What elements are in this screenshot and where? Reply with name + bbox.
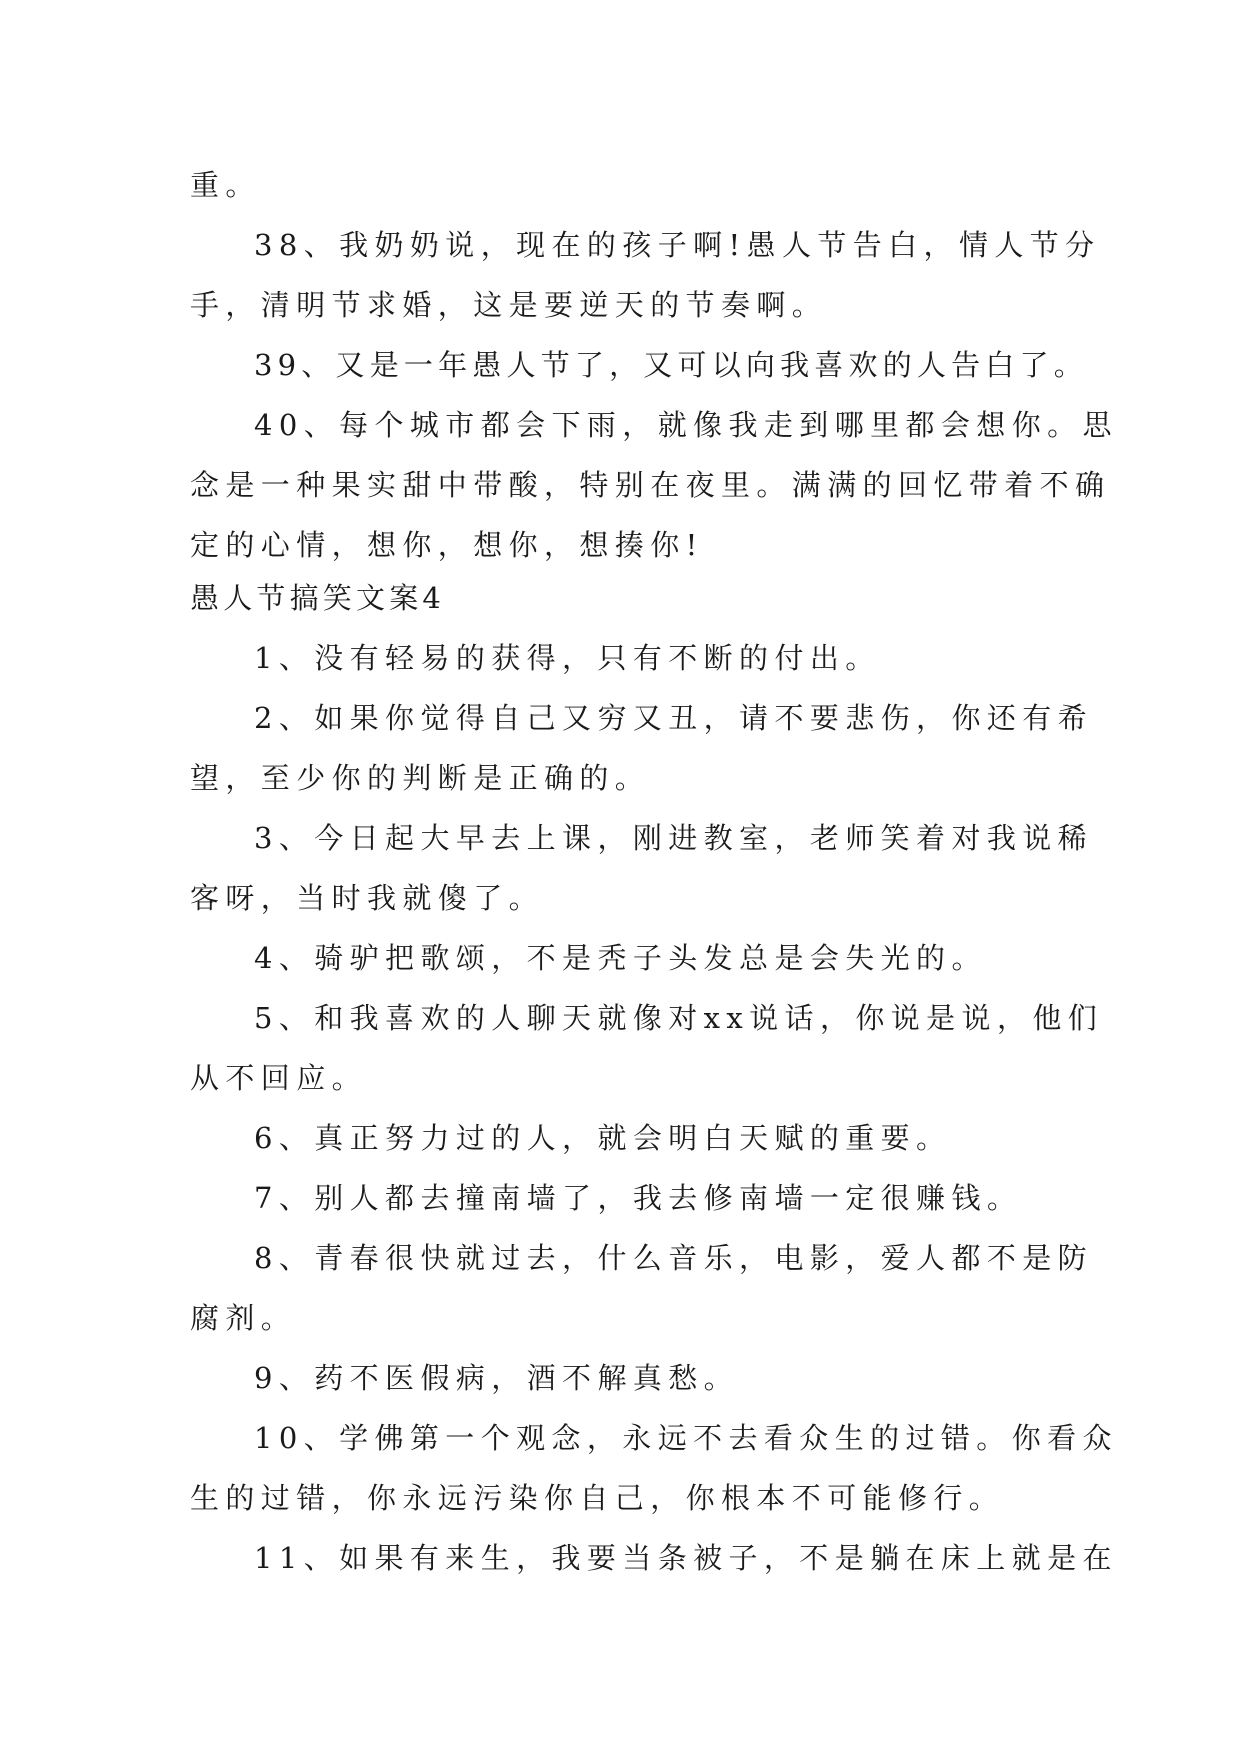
text-line: 手，清明节求婚，这是要逆天的节奏啊。 xyxy=(190,288,828,322)
list-item-8: 8、青春很快就过去，什么音乐，电影，爱人都不是防 xyxy=(254,1241,1094,1275)
list-item-7: 7、别人都去撞南墙了，我去修南墙一定很赚钱。 xyxy=(254,1181,1023,1215)
text-line: 望，至少你的判断是正确的。 xyxy=(190,761,651,795)
text-line: 生的过错，你永远污染你自己，你根本不可能修行。 xyxy=(190,1481,1005,1515)
text-line: 重。 xyxy=(190,168,261,202)
list-item-11: 11、如果有来生，我要当条被子，不是躺在床上就是在 xyxy=(254,1541,1118,1575)
list-item-10: 10、学佛第一个观念，永远不去看众生的过错。你看众 xyxy=(254,1421,1118,1455)
list-item-3: 3、今日起大早去上课，刚进教室，老师笑着对我说稀 xyxy=(254,821,1094,855)
list-item-6: 6、真正努力过的人，就会明白天赋的重要。 xyxy=(254,1121,952,1155)
list-item-40: 40、每个城市都会下雨，就像我走到哪里都会想你。思 xyxy=(254,408,1118,442)
list-item-5: 5、和我喜欢的人聊天就像对xx说话，你说是说，他们 xyxy=(254,1001,1104,1035)
list-item-4: 4、骑驴把歌颂，不是秃子头发总是会失光的。 xyxy=(254,941,987,975)
text-line: 客呀，当时我就傻了。 xyxy=(190,881,545,915)
text-line: 定的心情，想你，想你，想揍你! xyxy=(190,528,704,562)
list-item-39: 39、又是一年愚人节了，又可以向我喜欢的人告白了。 xyxy=(254,348,1088,382)
list-item-38: 38、我奶奶说，现在的孩子啊!愚人节告白，情人节分 xyxy=(254,228,1101,262)
section-heading: 愚人节搞笑文案4 xyxy=(190,581,446,615)
list-item-9: 9、药不医假病，酒不解真愁。 xyxy=(254,1361,740,1395)
text-line: 腐剂。 xyxy=(190,1301,297,1335)
list-item-1: 1、没有轻易的获得，只有不断的付出。 xyxy=(254,641,881,675)
text-line: 从不回应。 xyxy=(190,1061,368,1095)
list-item-2: 2、如果你觉得自己又穷又丑，请不要悲伤，你还有希 xyxy=(254,701,1094,735)
text-line: 念是一种果实甜中带酸，特别在夜里。满满的回忆带着不确 xyxy=(190,468,1111,502)
